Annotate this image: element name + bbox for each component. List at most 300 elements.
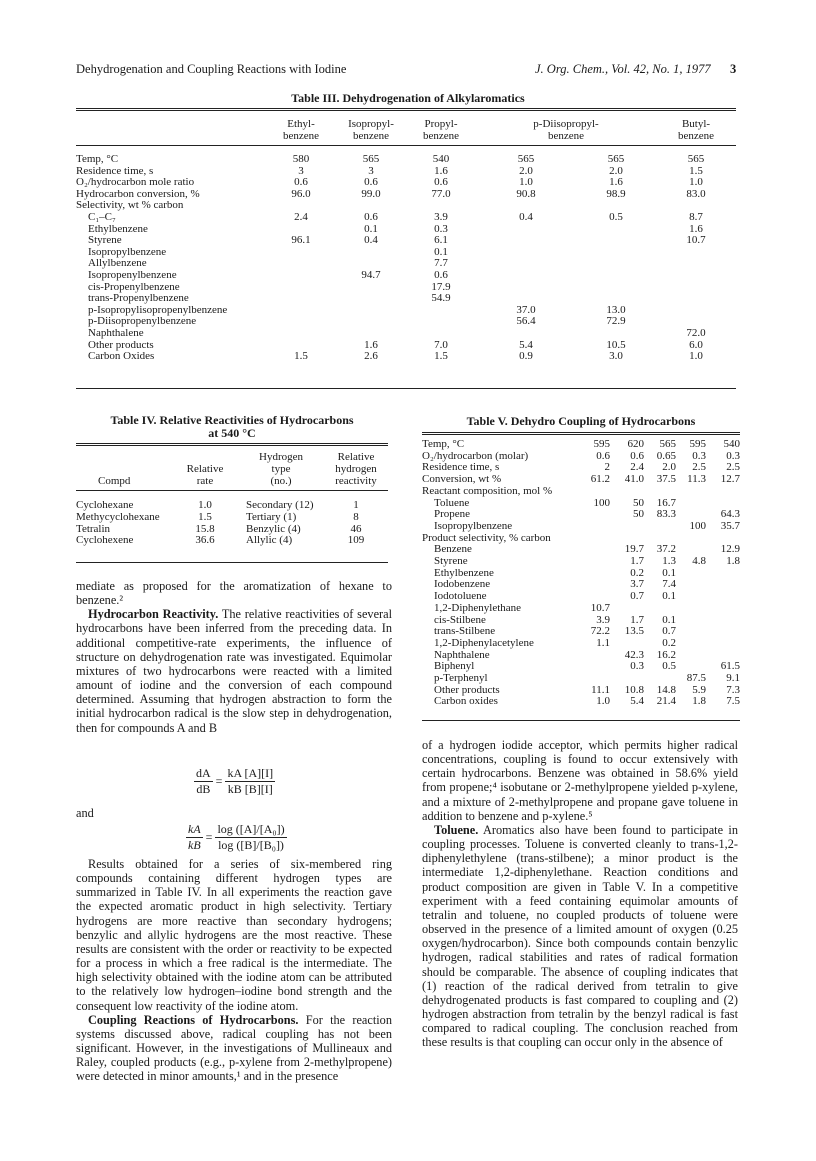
table-cell: 37.5 xyxy=(656,473,676,486)
table-4 xyxy=(76,452,388,547)
table-cell xyxy=(676,650,706,662)
table-cell: 16.7 xyxy=(656,496,676,509)
table-cell: 87.5 xyxy=(686,672,706,685)
table-cell: 4.8 xyxy=(692,555,706,568)
table-cell: 1.6 xyxy=(434,164,448,177)
section-heading: Toluene. xyxy=(434,822,479,837)
table-cell: Tertiary (1) xyxy=(246,510,297,523)
table-3-title: Table III. Dehydrogenation of Alkylaromatics xyxy=(291,91,525,105)
row-label: Hydrocarbon conversion, % xyxy=(76,187,200,200)
row-label: Isopropylbenzene xyxy=(88,245,167,258)
row-label: trans-Stilbene xyxy=(434,625,496,638)
table-cell: 109 xyxy=(347,534,365,547)
table-cell xyxy=(676,615,706,627)
row-label: Naphthalene xyxy=(434,648,490,661)
table-cell xyxy=(706,579,740,591)
table-4-top-rule-2 xyxy=(76,445,388,446)
table-cell: 10.8 xyxy=(624,683,644,696)
table-cell xyxy=(706,615,740,627)
equation-2: $\frac{kA}{kB}$ = $\frac{\text{log ([A]/[A₀])}}{\text{log ([B]/[B₀])}}$ xyxy=(188,822,285,852)
table-cell: 56.4 xyxy=(516,315,536,328)
table-cell xyxy=(576,568,610,580)
table-cell xyxy=(610,486,644,498)
table-cell: 7.7 xyxy=(434,257,448,270)
row-label: Ethylbenzene xyxy=(434,566,494,579)
table-cell: 100 xyxy=(593,496,610,509)
column-header: Relative hydrogen reactivity xyxy=(335,451,377,487)
table-row xyxy=(76,316,736,328)
table-cell: 2.5 xyxy=(726,461,740,474)
table-cell: 8 xyxy=(353,510,359,523)
row-label: cis-Propenylbenzene xyxy=(88,280,180,293)
row-label: C₁–C₇ xyxy=(88,210,116,223)
table-cell: 3 xyxy=(368,164,374,177)
table-cell xyxy=(576,293,656,305)
table-cell: 1 xyxy=(353,499,359,512)
table-3-top-rule-2 xyxy=(76,110,736,111)
table-cell xyxy=(266,293,336,305)
table-cell: 10.7 xyxy=(686,234,706,247)
table-cell: 72.9 xyxy=(606,315,626,328)
row-label: Reactant composition, mol % xyxy=(422,484,553,497)
table-cell: 0.3 xyxy=(692,449,706,462)
table-3-top-rule xyxy=(76,108,736,109)
row-label: p-Terphenyl xyxy=(434,672,488,685)
table-cell xyxy=(576,224,656,236)
table-cell: 565 xyxy=(687,153,705,165)
right-column xyxy=(422,738,738,1049)
table-cell xyxy=(336,316,406,328)
table-cell: 5.4 xyxy=(630,695,644,708)
table-cell xyxy=(610,638,644,650)
row-label: O₂/hydrocarbon (molar) xyxy=(422,449,529,462)
paragraph-hydrocarbon-reactivity: Hydrocarbon Reactivity. The relative reactivities of several hydrocarbons have been inferred from the preceding data. In additional competitive-rate experiments, the influence of structure on dehydrogenation rate was investigated. Equimolar mixtures of two hydrocarbons were reacted with a limited amount of iodine and the conversion of each compound determined. Assuming that hydrogen abstraction to form the initial hydrocarbon radical is the slow step in dehydrogenation, then for compounds A and B xyxy=(76,607,393,735)
table-cell xyxy=(676,638,706,650)
table-cell: 19.7 xyxy=(624,543,644,556)
table-cell: 0.6 xyxy=(364,176,378,189)
column-header: Ethyl- benzene xyxy=(282,118,320,142)
table-cell: 36.6 xyxy=(195,534,215,547)
table-cell: 0.3 xyxy=(630,660,644,673)
table-cell: 54.9 xyxy=(431,292,451,305)
row-label: Selectivity, wt % carbon xyxy=(76,199,184,212)
row-label: Iodotoluene xyxy=(434,590,487,603)
table-cell: 1.5 xyxy=(198,510,212,523)
table-cell: 0.4 xyxy=(364,234,378,247)
row-label: 1,2-Diphenylethane xyxy=(434,601,522,614)
table-cell: 0.1 xyxy=(364,222,378,235)
table-row xyxy=(422,521,740,533)
table-cell xyxy=(656,258,736,270)
table-cell xyxy=(576,661,610,673)
table-cell: 0.7 xyxy=(662,625,676,638)
table-row xyxy=(76,270,736,282)
table-cell xyxy=(676,603,706,615)
row-label: Residence time, s xyxy=(76,164,154,177)
table-cell xyxy=(644,486,676,498)
table-cell xyxy=(336,293,406,305)
table-cell xyxy=(576,650,610,662)
table-cell: 595 xyxy=(593,438,610,450)
table-cell: 580 xyxy=(292,153,310,165)
table-cell xyxy=(476,235,576,247)
table-cell: 5.4 xyxy=(519,338,533,351)
table-cell: 94.7 xyxy=(361,268,381,281)
table-row xyxy=(76,212,736,224)
row-label: Cyclohexene xyxy=(76,534,134,547)
table-cell xyxy=(576,521,610,533)
equation-1: $\frac{dA}{dB}$ = $\frac{kA [A][I]}{kB [B][I]}$ xyxy=(196,766,274,796)
table-cell xyxy=(266,328,336,340)
row-label: Carbon oxides xyxy=(434,695,498,708)
table-cell xyxy=(336,247,406,259)
table-cell xyxy=(610,673,644,685)
table-cell xyxy=(476,258,576,270)
table-cell: 90.8 xyxy=(516,187,536,200)
table-cell xyxy=(610,603,644,615)
table-row xyxy=(76,200,736,212)
column-header: Relative rate xyxy=(186,462,224,487)
left-column-top xyxy=(76,579,392,735)
table-cell: Allylic (4) xyxy=(246,534,293,547)
paragraph: Results obtained for a series of six-membered ring compounds containing different hydrogen types are summarized in Table IV. In all experiments the reaction gave the expected aromatic product in high selectivity. Tertiary hydrogens are more reactive than secondary hydrogens; benzylic and allylic hydrogens are the most reactive. These results are consistent with the order or reactivity to be expected for a process in which a free radical is the intermediate. The high selectivity obtained with the iodine atom can be attributed to the relatively low hydrogen–iodine bond strength and the consequent low reactivity of the iodine atom. xyxy=(76,857,392,1013)
table-cell xyxy=(706,486,740,498)
table-cell: 83.3 xyxy=(656,508,676,521)
table-row xyxy=(76,340,736,352)
table-cell: 13.5 xyxy=(624,625,644,638)
column-header: Butyl- benzene xyxy=(677,118,715,142)
table-cell xyxy=(676,579,706,591)
table-cell: 11.3 xyxy=(687,473,706,486)
table-cell: 0.2 xyxy=(662,636,676,649)
table-cell: 0.5 xyxy=(662,660,676,673)
table-cell: 1.7 xyxy=(630,555,644,568)
table-cell: 0.3 xyxy=(434,222,448,235)
table-4-title-line-2: at 540 °C xyxy=(208,426,256,440)
row-label: Temp, °C xyxy=(76,153,119,165)
row-label: cis-Stilbene xyxy=(434,613,486,626)
table-cell: 3 xyxy=(298,164,304,177)
table-3-bottom-rule xyxy=(76,388,736,389)
table-row xyxy=(422,638,740,650)
row-label: Styrene xyxy=(434,555,468,568)
table-5-title: Table V. Dehydro Coupling of Hydrocarbons xyxy=(466,414,696,428)
table-cell: 64.3 xyxy=(720,508,740,521)
table-cell xyxy=(576,247,656,259)
row-label: Propene xyxy=(434,508,471,521)
table-cell: 1.8 xyxy=(726,555,740,568)
left-column-bottom xyxy=(76,857,392,1084)
paragraph-coupling-reactions: Coupling Reactions of Hydrocarbons. For the reaction systems discussed above, radical coupling has not been significant. However, in the investigations of Mullineaux and Raley, coupled products (e.g., p-xylene from 2-methylpropene) were detected in minor amounts,¹ and in the presence xyxy=(76,1012,392,1084)
table-cell: 35.7 xyxy=(720,519,740,532)
table-5 xyxy=(422,439,740,708)
column-header: p-Diisopropyl- benzene xyxy=(533,118,599,142)
table-cell: 5.9 xyxy=(692,683,706,696)
row-label: Tetralin xyxy=(76,522,111,535)
table-row xyxy=(76,154,736,166)
table-4-bottom-rule xyxy=(76,562,388,563)
running-title: Dehydrogenation and Coupling Reactions with Iodine xyxy=(76,62,347,76)
table-cell xyxy=(476,282,576,294)
table-cell: 0.65 xyxy=(656,449,676,462)
table-cell: 6.0 xyxy=(689,338,703,351)
table-cell xyxy=(266,247,336,259)
table-row xyxy=(76,247,736,259)
table-5-bottom-rule xyxy=(422,720,740,721)
table-cell: 6.1 xyxy=(434,234,448,247)
table-cell xyxy=(706,626,740,638)
table-cell: 61.2 xyxy=(590,473,610,486)
table-cell: 1.7 xyxy=(630,613,644,626)
table-cell xyxy=(644,673,676,685)
table-row xyxy=(76,293,736,305)
row-label: Biphenyl xyxy=(434,660,475,673)
row-label: Toluene xyxy=(434,496,470,509)
table-5-top-rule xyxy=(422,432,740,433)
table-cell: 3.9 xyxy=(596,613,610,626)
row-label: Residence time, s xyxy=(422,461,500,474)
table-cell xyxy=(476,247,576,259)
table-cell: 620 xyxy=(627,438,644,450)
paragraph: mediate as proposed for the aromatization of hexane to benzene.² xyxy=(76,579,392,608)
table-3 xyxy=(76,118,736,363)
table-row xyxy=(76,351,736,363)
row-label: Isopropylbenzene xyxy=(434,519,513,532)
table-cell xyxy=(706,603,740,615)
table-cell: 99.0 xyxy=(361,187,381,200)
paragraph-toluene: Toluene. Aromatics also have been found to participate in coupling processes. Toluene is converted cleanly to trans-1,2-diphenylethylene (trans-stilbene); a minor product is the intermediate 1,2-diphenylethane. Reaction conditions and product composition are given in Table V. In a competitive experiment with a feed containing equimolar amounts of tetralin and toluene, no coupled products of toluene were observed in the presence of a limited amount of oxygen (0.25 oxygen/hydrocarbon). Since both compounds contain benzylic hydrogen, radical stabilities and rates of radical formation should be comparable. The absence of coupling indicates that (1) reaction of the radical derived from tetralin to give dehydrogenated products is fast compared to coupling and (2) hydrogen abstraction from tetralin by the benzyl radical is fast compared to radical coupling. The conclusion reached from these results is that coupling can occur only in the absence of xyxy=(422,822,738,1050)
table-cell xyxy=(406,328,476,340)
table-cell xyxy=(576,235,656,247)
table-row xyxy=(76,235,736,247)
table-cell xyxy=(476,293,576,305)
table-5-top-rule-2 xyxy=(422,434,740,435)
and-word: and xyxy=(76,806,94,820)
table-cell: 540 xyxy=(432,153,450,165)
table-cell: 12.9 xyxy=(720,543,740,556)
table-cell: 7.4 xyxy=(662,578,676,591)
row-label: Allylbenzene xyxy=(88,257,147,270)
table-cell: 1.8 xyxy=(692,695,706,708)
table-cell xyxy=(406,316,476,328)
page-number: 3 xyxy=(730,62,737,76)
row-label: Methycyclohexane xyxy=(76,510,160,523)
row-label: Styrene xyxy=(88,234,122,247)
table-cell xyxy=(576,509,610,521)
table-cell xyxy=(676,533,706,545)
table-cell xyxy=(706,638,740,650)
table-row xyxy=(422,696,740,708)
table-cell: 8.7 xyxy=(689,210,703,223)
table-cell: 540 xyxy=(723,438,740,450)
row-label: Ethylbenzene xyxy=(88,222,148,235)
table-cell xyxy=(644,603,676,615)
table-cell: 0.6 xyxy=(364,210,378,223)
table-cell: 15.8 xyxy=(195,522,215,535)
row-label: p-Isopropylisopropenylbenzene xyxy=(88,303,228,316)
table-cell: 3.0 xyxy=(609,350,623,363)
table-cell: 2.0 xyxy=(609,164,623,177)
table-cell: 13.0 xyxy=(606,303,626,316)
table-4-title-line-1: Table IV. Relative Reactivities of Hydrocarbons xyxy=(110,413,354,427)
table-cell xyxy=(576,533,610,545)
table-row xyxy=(76,512,388,524)
table-cell xyxy=(576,579,610,591)
table-cell: 0.6 xyxy=(294,176,308,189)
table-row xyxy=(422,439,740,451)
row-label: Other products xyxy=(434,683,500,696)
table-cell: 9.1 xyxy=(726,672,740,685)
table-cell xyxy=(266,258,336,270)
table-cell: 1.0 xyxy=(519,176,533,189)
table-cell: 72.0 xyxy=(686,326,706,339)
table-4-header-row xyxy=(76,452,388,487)
section-heading: Coupling Reactions of Hydrocarbons. xyxy=(88,1012,299,1027)
table-cell: 1.3 xyxy=(662,555,676,568)
table-cell xyxy=(406,305,476,317)
table-cell: 1.6 xyxy=(609,176,623,189)
table-cell: 0.1 xyxy=(434,245,448,258)
table-cell: 11.1 xyxy=(591,683,610,696)
row-label: Iodobenzene xyxy=(434,578,491,591)
table-cell xyxy=(266,282,336,294)
table-cell xyxy=(576,486,610,498)
column-header: Hydrogen type (no.) xyxy=(259,451,303,487)
table-cell: 0.6 xyxy=(596,449,610,462)
table-cell xyxy=(476,224,576,236)
table-cell: 61.5 xyxy=(720,660,740,673)
table-cell xyxy=(706,591,740,603)
table-cell: 1.0 xyxy=(689,350,703,363)
table-cell xyxy=(656,282,736,294)
table-cell: 41.0 xyxy=(624,473,644,486)
row-label: Benzene xyxy=(434,543,472,556)
column-header: Isopropyl- benzene xyxy=(348,118,394,142)
table-cell: 1.0 xyxy=(689,176,703,189)
table-cell: 0.1 xyxy=(662,566,676,579)
table-cell: 72.2 xyxy=(590,625,610,638)
table-cell xyxy=(644,521,676,533)
column-header: Compd xyxy=(98,474,131,487)
table-cell: 1.5 xyxy=(294,350,308,363)
table-cell xyxy=(610,521,644,533)
table-cell: 0.2 xyxy=(630,566,644,579)
row-label: Naphthalene xyxy=(88,326,144,339)
row-label: trans-Propenylbenzene xyxy=(88,292,189,305)
table-4-title xyxy=(76,414,388,440)
table-cell xyxy=(656,270,736,282)
table-row xyxy=(76,224,736,236)
table-cell xyxy=(576,258,656,270)
table-row xyxy=(76,328,736,340)
table-row xyxy=(422,486,740,498)
table-cell: 0.6 xyxy=(434,268,448,281)
table-cell: 96.1 xyxy=(291,234,311,247)
table-cell: 595 xyxy=(689,438,706,450)
table-cell xyxy=(266,305,336,317)
table-cell xyxy=(576,673,610,685)
table-cell: 100 xyxy=(689,519,706,532)
row-label: Carbon Oxides xyxy=(88,350,155,363)
table-cell: 1.0 xyxy=(596,695,610,708)
table-cell xyxy=(576,282,656,294)
table-cell xyxy=(336,328,406,340)
table-cell xyxy=(656,305,736,317)
table-cell: 17.9 xyxy=(431,280,451,293)
table-cell: 21.4 xyxy=(656,695,676,708)
table-3-header-row xyxy=(76,118,736,142)
table-cell: Secondary (12) xyxy=(246,499,314,512)
row-label: Isopropenylbenzene xyxy=(88,268,177,281)
row-label: p-Diisopropenylbenzene xyxy=(88,315,197,328)
table-cell: 2.4 xyxy=(630,461,644,474)
table-row xyxy=(422,603,740,615)
table-cell: 0.3 xyxy=(726,449,740,462)
table-cell: 12.7 xyxy=(720,473,740,486)
row-label: Temp, °C xyxy=(422,438,465,450)
row-label: Product selectivity, % carbon xyxy=(422,531,551,544)
table-cell xyxy=(676,591,706,603)
table-cell xyxy=(576,328,656,340)
table-cell: 2.5 xyxy=(692,461,706,474)
table-cell: 1.0 xyxy=(198,499,212,512)
table-cell: 1.1 xyxy=(596,636,610,649)
table-cell: 50 xyxy=(633,496,644,509)
table-cell xyxy=(336,305,406,317)
row-label: Cyclohexane xyxy=(76,499,134,512)
table-cell: 37.0 xyxy=(516,303,536,316)
table-cell: 565 xyxy=(659,438,676,450)
table-cell: 7.3 xyxy=(726,683,740,696)
table-cell xyxy=(266,316,336,328)
table-cell: 98.9 xyxy=(606,187,626,200)
table-cell: 10.7 xyxy=(590,601,610,614)
table-cell: 0.6 xyxy=(630,449,644,462)
table-cell: 1.6 xyxy=(689,222,703,235)
table-cell: 3.9 xyxy=(434,210,448,223)
table-cell: 42.3 xyxy=(624,648,644,661)
table-row xyxy=(422,556,740,568)
table-cell: 7.0 xyxy=(434,338,448,351)
table-cell: 0.9 xyxy=(519,350,533,363)
table-cell: 96.0 xyxy=(291,187,311,200)
table-cell: 14.8 xyxy=(656,683,676,696)
table-cell: 7.5 xyxy=(726,695,740,708)
row-label: Other products xyxy=(88,338,154,351)
table-cell xyxy=(266,270,336,282)
table-cell: 565 xyxy=(362,153,380,165)
table-cell xyxy=(576,556,610,568)
table-cell: 565 xyxy=(607,153,625,165)
table-cell: Benzylic (4) xyxy=(246,522,301,535)
table-cell: 37.2 xyxy=(656,543,676,556)
table-4-top-rule xyxy=(76,443,388,444)
table-cell: 10.5 xyxy=(606,338,626,351)
section-heading: Hydrocarbon Reactivity. xyxy=(88,607,219,622)
table-cell: 1.6 xyxy=(364,338,378,351)
table-cell: 2 xyxy=(604,461,610,474)
table-cell: 2.4 xyxy=(294,210,308,223)
table-cell: 2.0 xyxy=(662,461,676,474)
paragraph: of a hydrogen iodide acceptor, which permits higher radical concentrations, coupling is found to occur extensively with certain hydrocarbons. Benzene was obtained in 58.6% yield from propene;⁴ isobutane or 2-methylpropene yielded p-xylene, and a mixture of 2-methylpropene and propane gave toluene in addition to benzene and p-xylene.⁵ xyxy=(422,738,738,823)
row-label: O₂/hydrocarbon mole ratio xyxy=(76,176,195,189)
table-cell: 50 xyxy=(633,508,644,521)
table-cell: 1.5 xyxy=(434,350,448,363)
table-cell: 46 xyxy=(350,522,362,535)
table-cell xyxy=(706,568,740,580)
table-cell: 1.5 xyxy=(689,164,703,177)
table-cell xyxy=(336,282,406,294)
